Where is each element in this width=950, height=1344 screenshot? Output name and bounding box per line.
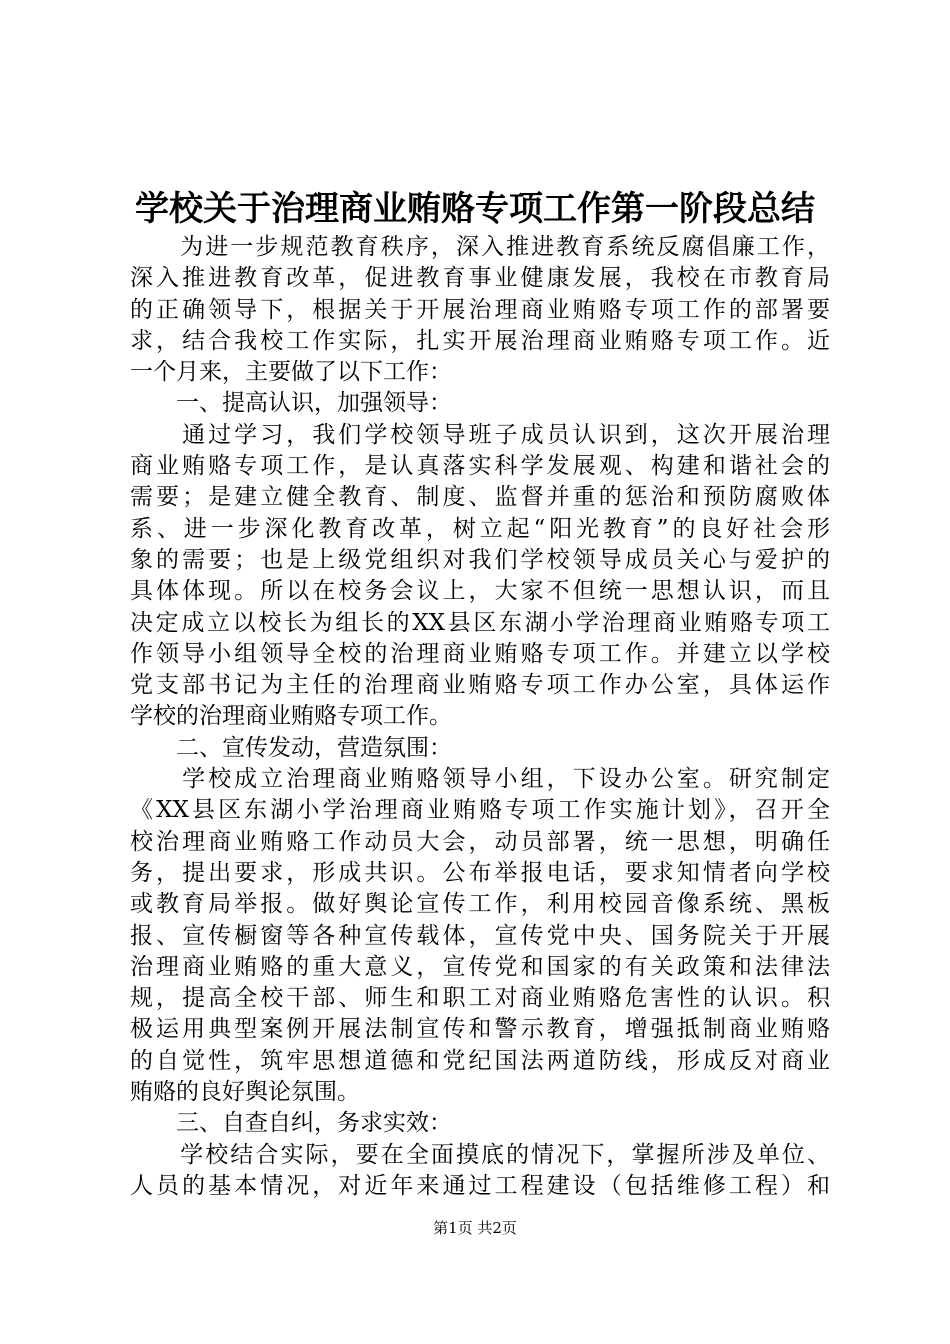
section-heading: 一、提高认识，加强领导： [130,390,452,417]
text-line: 系、进一步深化教育改革，树立起“阳光教育”的良好社会形 [130,515,830,542]
text-line: 党支部书记为主任的治理商业贿赂专项工作办公室，具体运作 [130,672,830,699]
body-text [130,232,830,1202]
text-line: 学校结合实际，要在全面摸底的情况下，掌握所涉及单位、 [130,1141,830,1168]
text-line: 校治理商业贿赂工作动员大会，动员部署，统一思想，明确任 [130,828,830,855]
text-line: 决定成立以校长为组长的XX县区东湖小学治理商业贿赂专项工 [130,609,830,636]
text-line: 一个月来，主要做了以下工作： [130,359,452,386]
text-line: 通过学习，我们学校领导班子成员认识到，这次开展治理 [130,421,830,448]
text-line: 商业贿赂专项工作，是认真落实科学发展观、构建和谐社会的 [130,453,830,480]
text-line: 人员的基本情况，对近年来通过工程建设（包括维修工程）和 [130,1172,830,1199]
text-line: 为进一步规范教育秩序，深入推进教育系统反腐倡廉工作， [130,234,830,260]
text-line: 或教育局举报。做好舆论宣传工作，利用校园音像系统、黑板 [130,891,830,918]
text-line: 具体体现。所以在校务会议上，大家不但统一思想认识，而且 [130,578,830,605]
text-line: 极运用典型案例开展法制宣传和警示教育，增强抵制商业贿赂 [130,1016,830,1043]
text-line: 贿赂的良好舆论氛围。 [130,1079,360,1106]
page-footer: 第1页 共2页 [433,1219,517,1237]
text-line: 的自觉性，筑牢思想道德和党纪国法两道防线，形成反对商业 [130,1047,830,1074]
text-line: 象的需要；也是上级党组织对我们学校领导成员关心与爱护的 [130,546,830,573]
text-line: 求，结合我校工作实际，扎实开展治理商业贿赂专项工作。近 [130,327,830,354]
text-line: 的正确领导下，根据关于开展治理商业贿赂专项工作的部署要 [130,296,830,323]
section-heading: 三、自查自纠，务求实效： [130,1110,452,1137]
text-line: 学校的治理商业贿赂专项工作。 [130,703,452,730]
text-line: 需要；是建立健全教育、制度、监督并重的惩治和预防腐败体 [130,484,830,511]
text-line: 治理商业贿赂的重大意义，宣传党和国家的有关政策和法律法 [130,953,830,980]
text-line: 务，提出要求，形成共识。公布举报电话，要求知情者向学校 [130,859,830,886]
text-line: 学校成立治理商业贿赂领导小组，下设办公室。研究制定 [130,766,830,793]
page-title: 学校关于治理商业贿赂专项工作第一阶段总结 [135,189,815,229]
section-heading: 二、宣传发动，营造氛围： [130,734,452,761]
text-line: 规，提高全校干部、师生和职工对商业贿赂危害性的认识。积 [130,985,830,1012]
text-line: 《XX县区东湖小学治理商业贿赂专项工作实施计划》，召开全 [130,797,830,824]
text-line: 报、宣传橱窗等各种宣传载体，宣传党中央、国务院关于开展 [130,922,830,949]
text-line: 深入推进教育改革，促进教育事业健康发展，我校在市教育局 [130,265,830,292]
text-line: 作领导小组领导全校的治理商业贿赂专项工作。并建立以学校 [130,640,830,667]
